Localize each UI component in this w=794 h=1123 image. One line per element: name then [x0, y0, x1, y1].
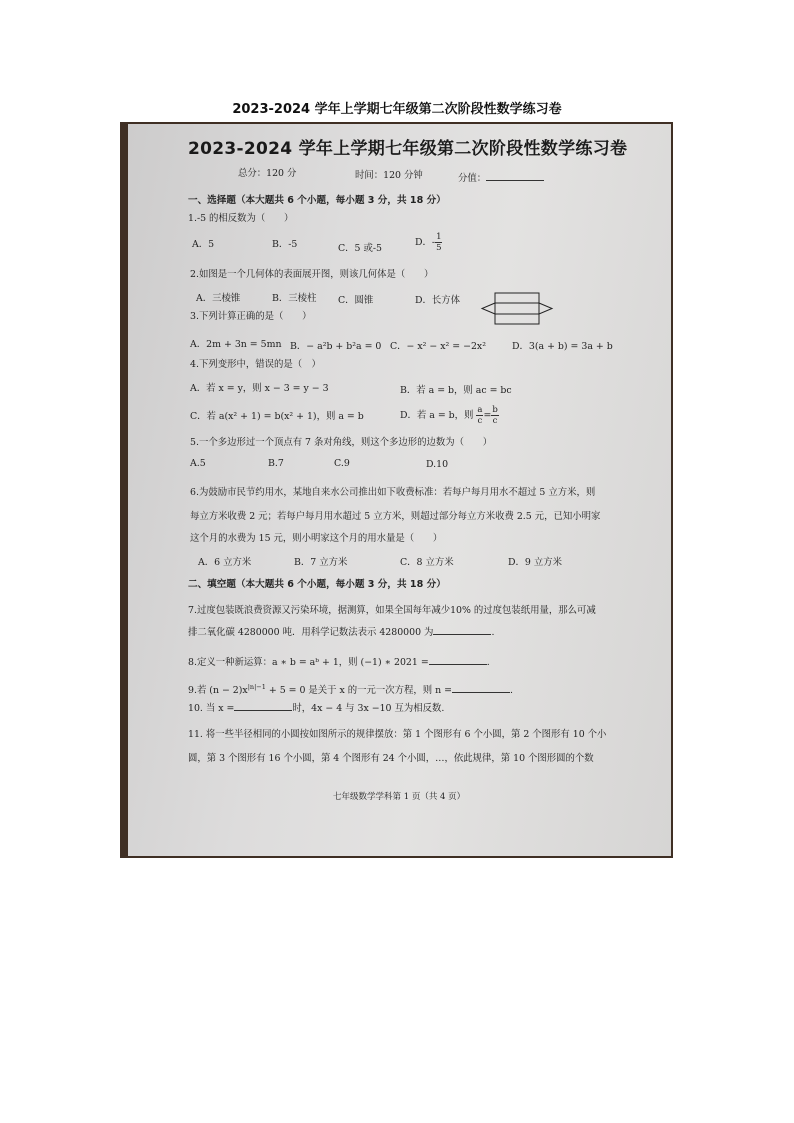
q1-option-b: B．-5 — [272, 239, 298, 250]
q10-line: 10. 当 x = 时，4x − 4 与 3x −10 互为相反数. — [188, 703, 445, 714]
q3-option-b: B．− a²b + b²a = 0 — [290, 341, 382, 352]
q1-stem: 1.-5 的相反数为（ ） — [188, 213, 294, 224]
total-score: 总分：120 分 — [238, 168, 297, 179]
q4-option-b: B．若 a = b，则 ac = bc — [400, 385, 512, 396]
q7-answer-blank — [433, 634, 491, 635]
q6-line-3: 这个月的水费为 15 元，则小明家这个月的用水量是（ ） — [190, 533, 443, 544]
q6-option-d: D．9 立方米 — [508, 557, 562, 568]
q7-line-1: 7.过度包装既浪费资源又污染环境，据测算，如果全国每年减少10% 的过度包装纸用量，那么可减 — [188, 605, 596, 616]
score-label: 分值： — [458, 173, 487, 184]
q4-option-a: A．若 x = y，则 x − 3 = y − 3 — [190, 383, 329, 394]
q2-option-b: B．三棱柱 — [272, 293, 317, 304]
q4-option-d: D．若 a = b，则 $\frac{a}{c}$ = $\frac{b}{c}$ — [400, 405, 498, 426]
q8-line: 8.定义一种新运算：a ∗ b = aᵇ + 1，则 (−1) ∗ 2021 = . — [188, 657, 490, 668]
exam-paper — [128, 124, 671, 856]
q6-line-1: 6.为鼓励市民节约用水，某地自来水公司推出如下收费标准：若每户每月用水不超过 5 立方米，则 — [190, 487, 596, 498]
section-1-heading: 一、选择题（本大题共 6 个小题，每小题 3 分，共 18 分） — [188, 195, 446, 206]
q10-answer-blank — [234, 710, 292, 711]
q6-option-b: B．7 立方米 — [294, 557, 348, 568]
q1-option-d: D．- $\frac{1}{5}$ — [415, 232, 442, 253]
q3-option-d: D．3(a + b) = 3a + b — [512, 341, 613, 352]
score-field — [458, 170, 544, 184]
page-footer: 七年级数学学科第 1 页（共 4 页） — [333, 792, 466, 802]
page-title: 2023-2024 学年上学期七年级第二次阶段性数学练习卷 — [232, 102, 562, 117]
q1-option-c: C．5 或-5 — [338, 243, 383, 254]
bleed-through-text — [545, 164, 665, 494]
prism-net-figure — [480, 292, 556, 326]
q11-line-1: 11. 将一些半径相同的小圆按如图所示的规律摆放：第 1 个图形有 6 个小圆，第 2 个图形有 10 个小 — [188, 729, 607, 740]
q5-stem: 5.一个多边形过一个顶点有 7 条对角线，则这个多边形的边数为（ ） — [190, 437, 493, 448]
q7-line-2: 排二氧化碳 4280000 吨．用科学记数法表示 4280000 为 . — [188, 627, 495, 638]
q2-option-a: A．三棱锥 — [196, 293, 241, 304]
q6-line-2: 每立方米收费 2 元；若每户每月用水超过 5 立方米，则超过部分每立方米收费 2.5 元，已知小明家 — [190, 511, 601, 522]
q9-line: 9.若 $(n - 2)x^{|n|-1} + 5 = 0$ 是关于 x 的一元一次方程，则 n = . — [188, 682, 514, 696]
q6-option-a: A．6 立方米 — [198, 557, 252, 568]
q1-fraction: $\frac{1}{5}$ — [436, 232, 442, 253]
q11-line-2: 圆，第 3 个图形有 16 个小圆，第 4 个图形有 24 个小圆，…，依此规律，第 10 个图形圆的个数 — [188, 753, 594, 764]
q5-option-b: B.7 — [268, 458, 284, 469]
q5-option-d: D.10 — [426, 459, 449, 470]
q6-option-c: C．8 立方米 — [400, 557, 454, 568]
q2-stem: 2.如图是一个几何体的表面展开图，则该几何体是（ ） — [190, 269, 434, 280]
exam-time: 时间：120 分钟 — [355, 170, 423, 181]
q4-option-c: C．若 a(x² + 1) = b(x² + 1)，则 a = b — [190, 411, 364, 422]
q5-option-a: A.5 — [190, 458, 206, 469]
q2-option-c: C．圆锥 — [338, 295, 374, 306]
q3-option-a: A．2m + 3n = 5mn — [190, 339, 282, 350]
score-blank — [486, 180, 544, 181]
q3-stem: 3.下列计算正确的是（ ） — [190, 311, 312, 322]
q1-option-a: A．5 — [192, 239, 215, 250]
exam-photo — [120, 122, 673, 858]
exam-title: 2023-2024 学年上学期七年级第二次阶段性数学练习卷 — [188, 139, 628, 159]
q2-option-d: D．长方体 — [415, 295, 461, 306]
q9-answer-blank — [452, 692, 510, 693]
q4-stem: 4.下列变形中，错误的是（ ） — [190, 359, 321, 370]
section-2-heading: 二、填空题（本大题共 6 个小题，每小题 3 分，共 18 分） — [188, 579, 446, 590]
q5-option-c: C.9 — [334, 458, 350, 469]
q3-option-c: C．− x² − x² = −2x² — [390, 341, 486, 352]
q8-answer-blank — [429, 664, 487, 665]
